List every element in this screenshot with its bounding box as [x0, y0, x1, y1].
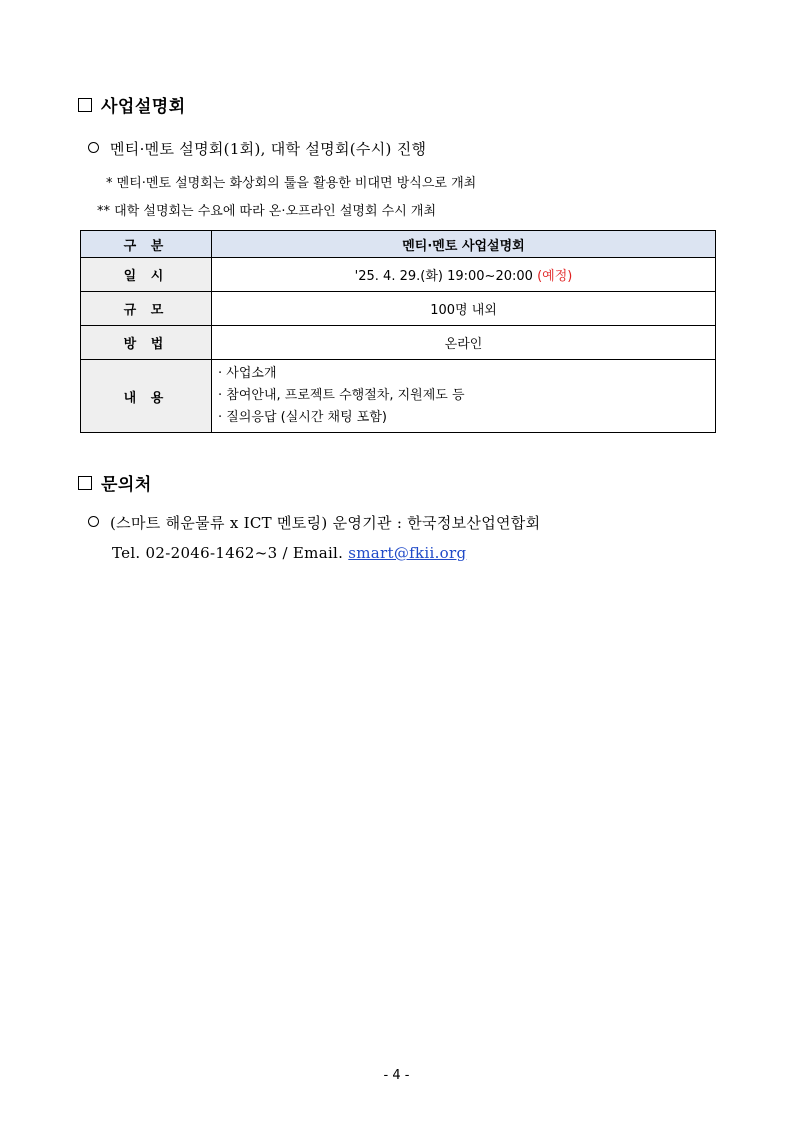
row-value: '25. 4. 29.(화) 19:00~20:00 (예정) [212, 258, 716, 292]
table-row [81, 360, 716, 433]
row-label: 방 법 [81, 326, 212, 360]
circle-bullet-icon [88, 516, 99, 527]
email-link[interactable]: smart@fkii.org [348, 544, 467, 562]
row-label: 내 용 [81, 360, 212, 433]
briefing-table [80, 230, 716, 433]
table-row [81, 258, 716, 292]
contact-bullet: (스마트 해운물류 x ICT 멘토링) 운영기관 : 한국정보산업연합회 [88, 512, 540, 533]
circle-bullet-icon [88, 142, 99, 153]
checkbox-square-icon [78, 98, 92, 112]
section-heading-briefing: 사업설명회 [78, 92, 186, 117]
header-value: 멘티·멘토 사업설명회 [212, 231, 716, 258]
note-university: ** 대학 설명회는 수요에 따라 온·오프라인 설명회 수시 개최 [97, 204, 437, 219]
table-header-row [81, 231, 716, 258]
row-label: 규 모 [81, 292, 212, 326]
briefing-bullet: 멘티·멘토 설명회(1회), 대학 설명회(수시) 진행 [88, 138, 426, 159]
planned-tag: (예정) [537, 269, 573, 284]
list-item: · 질의응답 (실시간 채팅 포함) [218, 410, 387, 425]
page-number: - 4 - [383, 1068, 410, 1083]
list-item: · 참여안내, 프로젝트 수행절차, 지원제도 등 [218, 388, 465, 403]
checkbox-square-icon [78, 476, 92, 490]
table-row [81, 326, 716, 360]
contact-line: Tel. 02-2046-1462~3 / Email. smart@fkii.org [112, 544, 467, 562]
content-list [212, 360, 716, 433]
note-mentee-mentor: * 멘티·멘토 설명회는 화상회의 툴을 활용한 비대면 방식으로 개최 [106, 176, 477, 191]
section-heading-contact: 문의처 [78, 470, 152, 495]
list-item: · 사업소개 [218, 366, 277, 381]
row-value: 온라인 [212, 326, 716, 360]
row-value: 100명 내외 [212, 292, 716, 326]
row-label: 일 시 [81, 258, 212, 292]
table-row [81, 292, 716, 326]
header-label: 구 분 [81, 231, 212, 258]
